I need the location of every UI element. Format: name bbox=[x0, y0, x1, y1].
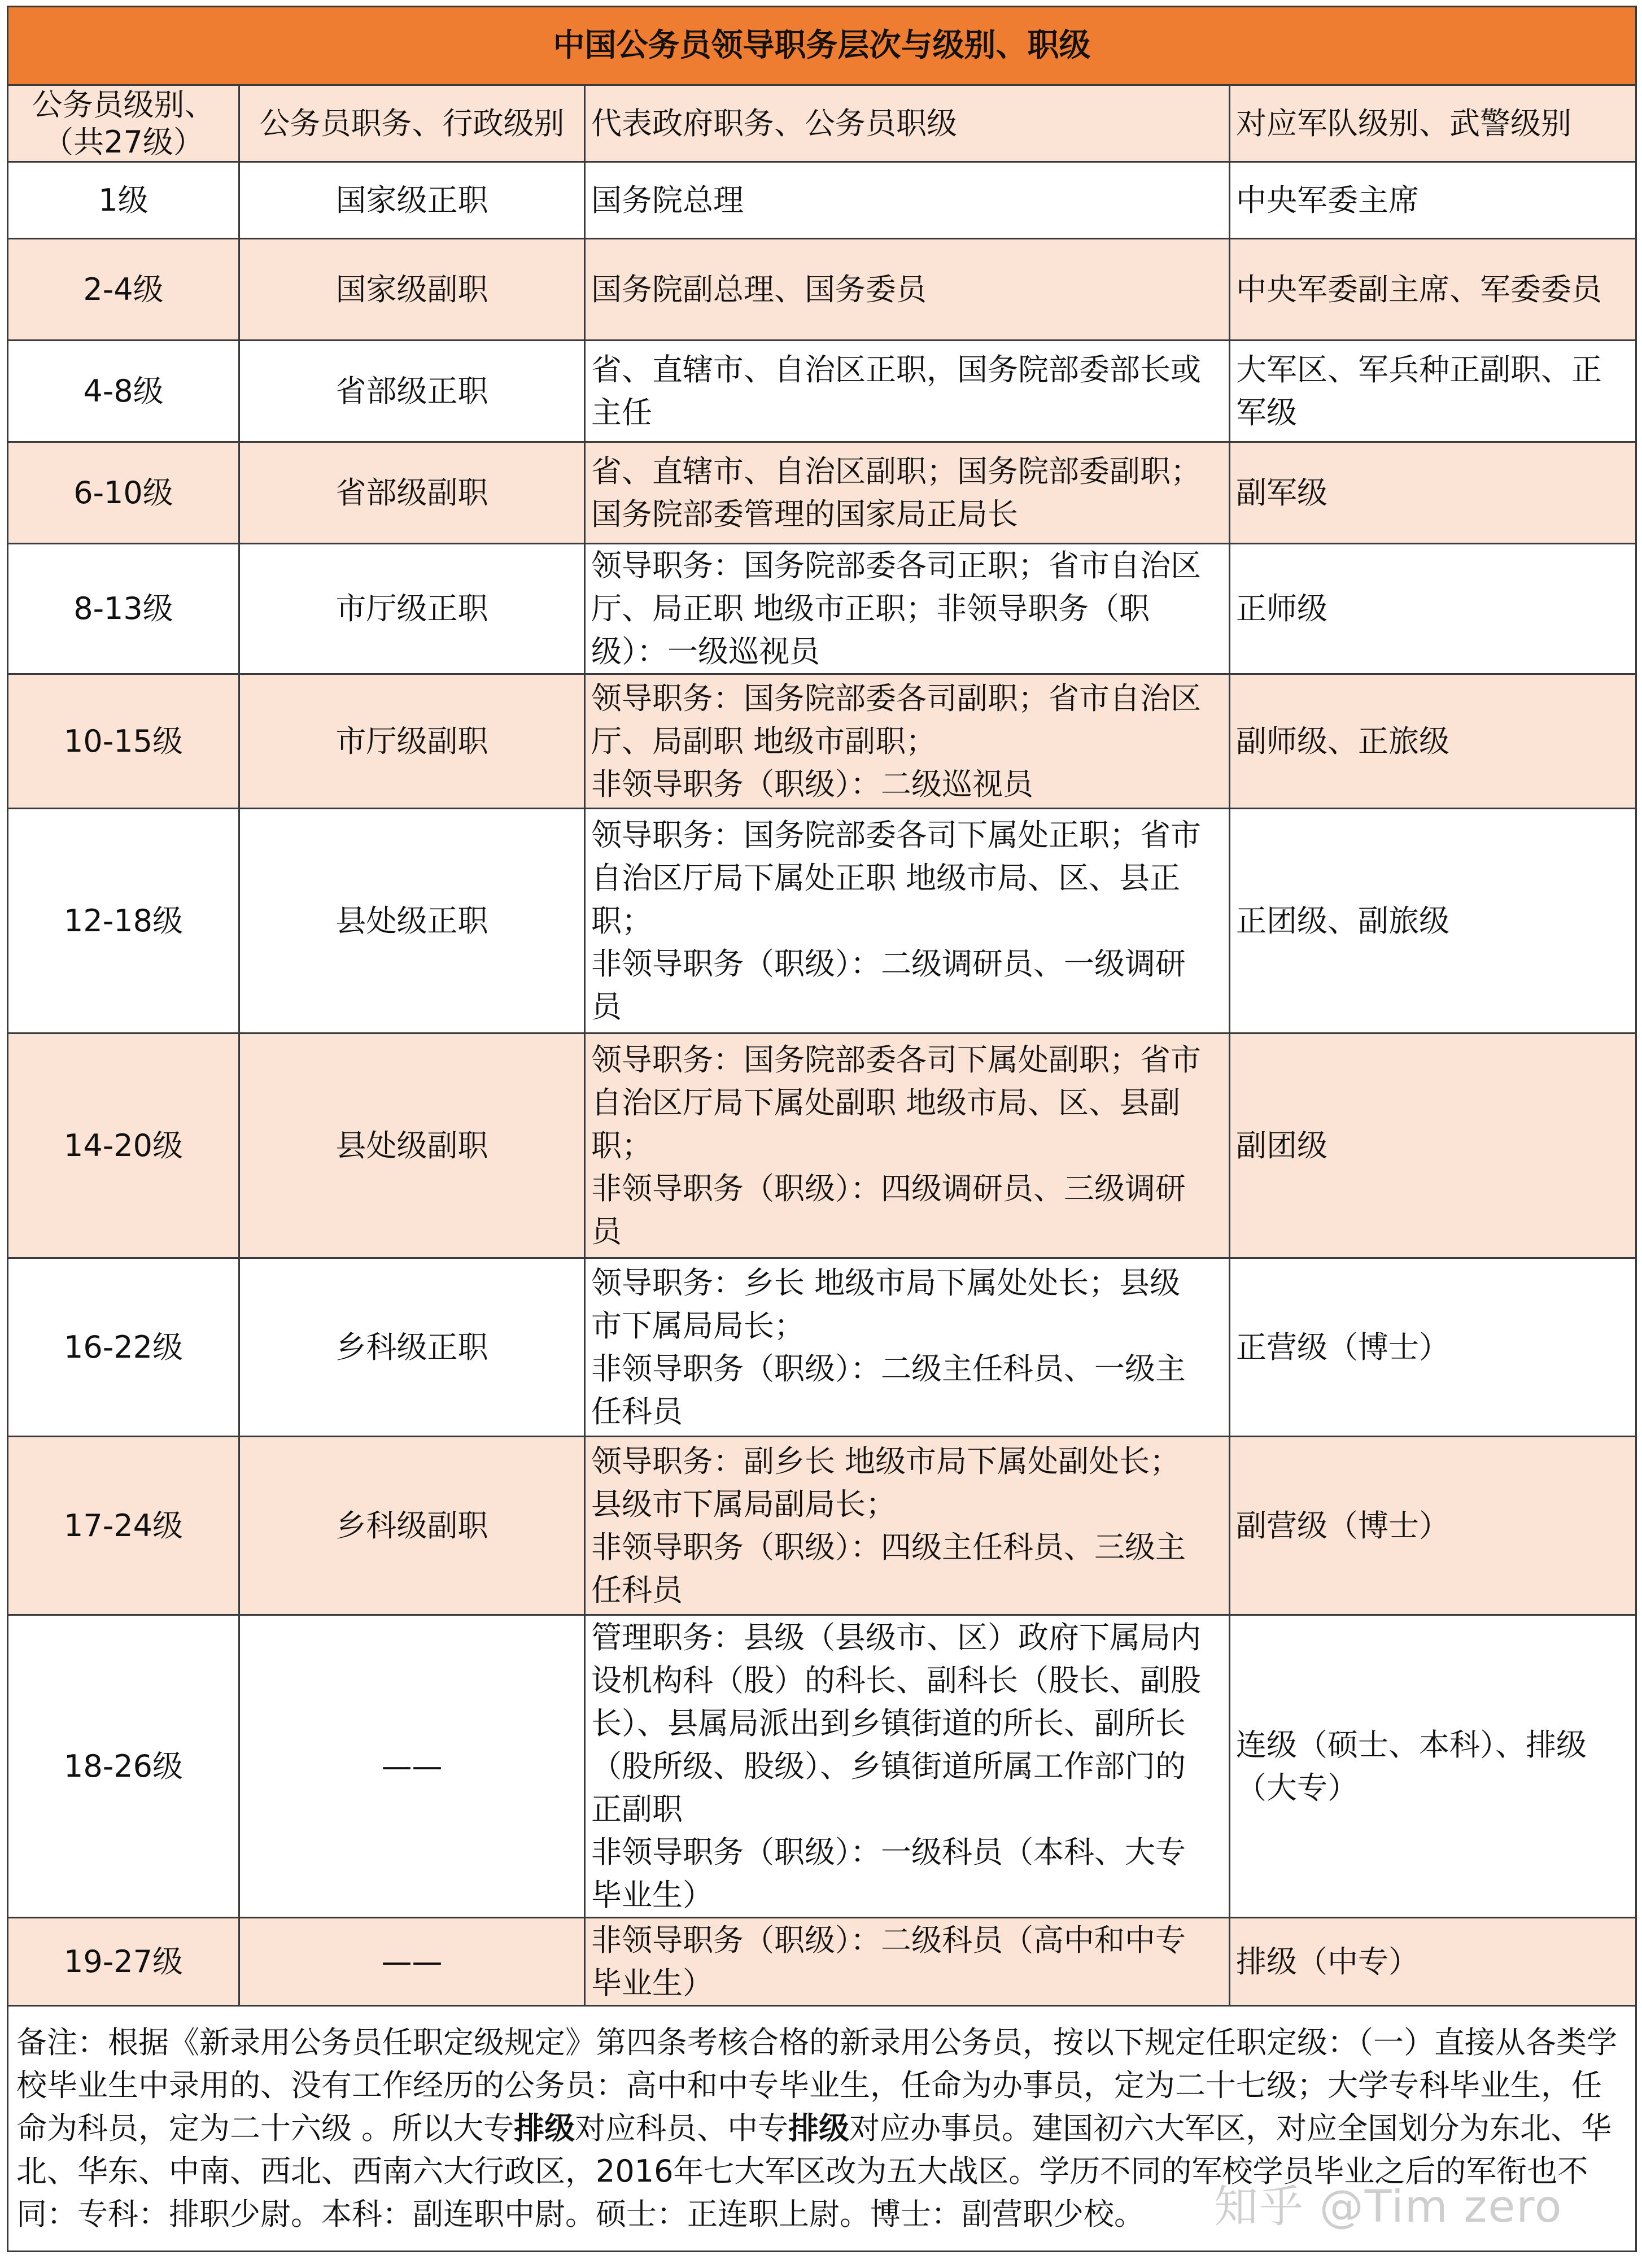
positions-line: 市下属局局长； bbox=[591, 1307, 805, 1344]
cell-level: 17-24级 bbox=[8, 1437, 239, 1615]
cell-military bbox=[1230, 1437, 1636, 1615]
watermark: 知乎 @Tim zero bbox=[1214, 2182, 1563, 2232]
positions-line: 国务院部委管理的国家局正局长 bbox=[591, 496, 1018, 532]
cell-military bbox=[1230, 442, 1636, 544]
cell-military bbox=[1230, 1918, 1636, 2006]
positions-line: 任科员 bbox=[591, 1572, 683, 1608]
cell-military bbox=[1230, 239, 1636, 341]
cell-rank: 市厅级正职 bbox=[239, 544, 585, 674]
positions-line: 自治区厅局下属处副职 地级市局、区、县副 bbox=[591, 1084, 1181, 1120]
military-line: 中央军委副主席、军委委员 bbox=[1236, 271, 1602, 307]
positions-line: 自治区厅局下属处正职 地级市局、区、县正 bbox=[591, 860, 1181, 896]
table-row bbox=[8, 239, 1636, 341]
positions-line: 非领导职务（职级）：二级科员（高中和中专 bbox=[591, 1922, 1186, 1958]
positions-line: 职； bbox=[591, 1127, 652, 1163]
positions-line: 领导职务：乡长 地级市局下属处处长；县级 bbox=[591, 1264, 1181, 1301]
military-line: 排级（中专） bbox=[1236, 1943, 1419, 1979]
cell-rank: 市厅级副职 bbox=[239, 674, 585, 809]
positions-line: 领导职务：国务院部委各司副职；省市自治区 bbox=[591, 680, 1201, 716]
grade-table-sheet bbox=[7, 6, 1635, 2252]
cell-level: 12-18级 bbox=[8, 809, 239, 1033]
cell-level: 8-13级 bbox=[8, 544, 239, 674]
header-row bbox=[8, 85, 1636, 162]
positions-line: 厅、局正职 地级市正职；非领导职务（职 bbox=[591, 591, 1150, 626]
grade-table bbox=[7, 6, 1637, 2252]
note-text-1: 备注：根据《新录用公务员任职定级规定》第四条考核合格的新录用公务员，按以下规定任职定级：（一）直接从各类学校毕业生中录用的、没有工作经历的公务员：高中和中专毕业生，任命为办事员，定为二十七级；大学专科毕业生，任命为科员，定为二十六级 。所以大专 bbox=[16, 2025, 1617, 2146]
cell-level: 6-10级 bbox=[8, 442, 239, 544]
header-level-line-1: 公务员级别、 bbox=[32, 86, 215, 123]
table-row bbox=[8, 1437, 1636, 1615]
header-level-line-2: （共27级） bbox=[43, 124, 204, 160]
military-line: 正营级（博士） bbox=[1236, 1329, 1449, 1365]
cell-military bbox=[1230, 162, 1636, 239]
header-rank: 公务员职务、行政级别 bbox=[239, 85, 585, 162]
positions-line: 非领导职务（职级）：二级调研员、一级调研 bbox=[591, 945, 1186, 982]
header-military: 对应军队级别、武警级别 bbox=[1230, 85, 1636, 162]
positions-line: 国务院总理 bbox=[591, 182, 744, 218]
cell-positions bbox=[585, 674, 1230, 809]
table-title: 中国公务员领导职务层次与级别、职级 bbox=[8, 7, 1636, 85]
cell-positions bbox=[585, 1918, 1230, 2006]
table-row bbox=[8, 809, 1636, 1033]
note-text-2: 对应科员、中专 bbox=[575, 2110, 789, 2146]
cell-positions bbox=[585, 442, 1230, 544]
cell-military bbox=[1230, 544, 1636, 674]
military-line: （大专） bbox=[1236, 1769, 1358, 1805]
positions-line: 主任 bbox=[591, 394, 652, 430]
cell-positions bbox=[585, 239, 1230, 341]
positions-line: 省、直辖市、自治区副职；国务院部委副职； bbox=[591, 453, 1201, 489]
cell-military bbox=[1230, 1033, 1636, 1258]
positions-line: 任科员 bbox=[591, 1393, 683, 1429]
cell-military bbox=[1230, 341, 1636, 442]
cell-level: 14-20级 bbox=[8, 1033, 239, 1258]
cell-rank: 国家级副职 bbox=[239, 239, 585, 341]
cell-positions bbox=[585, 1258, 1230, 1437]
cell-level: 16-22级 bbox=[8, 1258, 239, 1437]
table-row bbox=[8, 341, 1636, 442]
cell-level: 19-27级 bbox=[8, 1918, 239, 2006]
positions-line: 非领导职务（职级）：四级调研员、三级调研 bbox=[591, 1170, 1186, 1206]
cell-positions bbox=[585, 341, 1230, 442]
positions-line: （股所级、股级）、乡镇街道所属工作部门的 bbox=[591, 1748, 1186, 1784]
table-row bbox=[8, 442, 1636, 544]
cell-positions bbox=[585, 1437, 1230, 1615]
note-bold-2: 排级 bbox=[788, 2110, 850, 2146]
positions-line: 毕业生） bbox=[591, 1965, 713, 2001]
military-line: 副营级（博士） bbox=[1236, 1507, 1449, 1543]
cell-military bbox=[1230, 674, 1636, 809]
positions-line: 领导职务：国务院部委各司下属处副职；省市 bbox=[591, 1041, 1201, 1078]
table-row bbox=[8, 1258, 1636, 1437]
positions-line: 领导职务：国务院部委各司下属处正职；省市 bbox=[591, 817, 1201, 853]
positions-line: 厅、局副职 地级市副职； bbox=[591, 723, 937, 759]
cell-rank: 省部级副职 bbox=[239, 442, 585, 544]
positions-line: 毕业生） bbox=[591, 1877, 713, 1913]
positions-line: 职； bbox=[591, 902, 652, 939]
military-line: 中央军委主席 bbox=[1236, 182, 1419, 218]
cell-level: 4-8级 bbox=[8, 341, 239, 442]
positions-line: 领导职务：副乡长 地级市局下属处副处长； bbox=[591, 1443, 1181, 1479]
positions-line: 非领导职务（职级）：四级主任科员、三级主 bbox=[591, 1529, 1186, 1565]
military-line: 正师级 bbox=[1236, 591, 1327, 626]
cell-military bbox=[1230, 1615, 1636, 1918]
table-row bbox=[8, 1615, 1636, 1918]
cell-rank: —— bbox=[239, 1918, 585, 2006]
table-row bbox=[8, 544, 1636, 674]
cell-level: 1级 bbox=[8, 162, 239, 239]
cell-positions bbox=[585, 162, 1230, 239]
positions-line: 国务院副总理、国务委员 bbox=[591, 271, 927, 307]
cell-level: 10-15级 bbox=[8, 674, 239, 809]
table-row bbox=[8, 1918, 1636, 2006]
military-line: 大军区、军兵种正副职、正 bbox=[1236, 351, 1602, 387]
cell-rank: 乡科级副职 bbox=[239, 1437, 585, 1615]
positions-line: 级）：一级巡视员 bbox=[591, 634, 820, 669]
positions-line: 员 bbox=[591, 1213, 622, 1249]
cell-military bbox=[1230, 1258, 1636, 1437]
cell-level: 2-4级 bbox=[8, 239, 239, 341]
military-line: 军级 bbox=[1236, 394, 1297, 430]
cell-military bbox=[1230, 809, 1636, 1033]
cell-rank: 国家级正职 bbox=[239, 162, 585, 239]
positions-line: 非领导职务（职级）：一级科员（本科、大专 bbox=[591, 1834, 1186, 1870]
cell-positions bbox=[585, 1615, 1230, 1918]
table-row bbox=[8, 674, 1636, 809]
military-line: 副团级 bbox=[1236, 1127, 1327, 1163]
military-line: 连级（硕士、本科）、排级 bbox=[1236, 1726, 1587, 1763]
table-row bbox=[8, 1033, 1636, 1258]
military-line: 正团级、副旅级 bbox=[1236, 902, 1449, 939]
positions-line: 管理职务：县级（县级市、区）政府下属局内 bbox=[591, 1619, 1201, 1655]
positions-line: 领导职务：国务院部委各司正职；省市自治区 bbox=[591, 548, 1201, 583]
positions-line: 省、直辖市、自治区正职，国务院部委部长或 bbox=[591, 351, 1201, 387]
positions-line: 非领导职务（职级）：二级巡视员 bbox=[591, 766, 1033, 802]
header-level bbox=[8, 85, 239, 162]
cell-rank: —— bbox=[239, 1615, 585, 1918]
positions-line: 正副职 bbox=[591, 1791, 683, 1827]
table-row bbox=[8, 162, 1636, 239]
positions-line: 长）、县属局派出到乡镇街道的所长、副所长 bbox=[591, 1705, 1186, 1741]
cell-rank: 省部级正职 bbox=[239, 341, 585, 442]
cell-positions bbox=[585, 809, 1230, 1033]
military-line: 副军级 bbox=[1236, 474, 1327, 511]
cell-rank: 县处级正职 bbox=[239, 809, 585, 1033]
cell-positions bbox=[585, 1033, 1230, 1258]
header-positions: 代表政府职务、公务员职级 bbox=[585, 85, 1230, 162]
positions-line: 县级市下属局副局长； bbox=[591, 1486, 896, 1522]
cell-rank: 县处级副职 bbox=[239, 1033, 585, 1258]
cell-level: 18-26级 bbox=[8, 1615, 239, 1918]
positions-line: 员 bbox=[591, 988, 622, 1024]
note-text-3: 对应办事员。建国初六大军区，对应全国划分为东北、华北、华东、中南、西北、西南六大行政区，2016年七大军区改为五大战区。学历不同的军校学员毕业之后的军衔也不同：专科：排职少尉。本科：副连职中尉。硕士：正连职上尉。博士：副营职少校。 bbox=[16, 2110, 1612, 2232]
note-bold-1: 排级 bbox=[514, 2110, 575, 2146]
military-line: 副师级、正旅级 bbox=[1236, 723, 1449, 759]
positions-line: 非领导职务（职级）：二级主任科员、一级主 bbox=[591, 1350, 1186, 1386]
positions-line: 设机构科（股）的科长、副科长（股长、副股 bbox=[591, 1662, 1201, 1698]
cell-rank: 乡科级正职 bbox=[239, 1258, 585, 1437]
cell-positions bbox=[585, 544, 1230, 674]
